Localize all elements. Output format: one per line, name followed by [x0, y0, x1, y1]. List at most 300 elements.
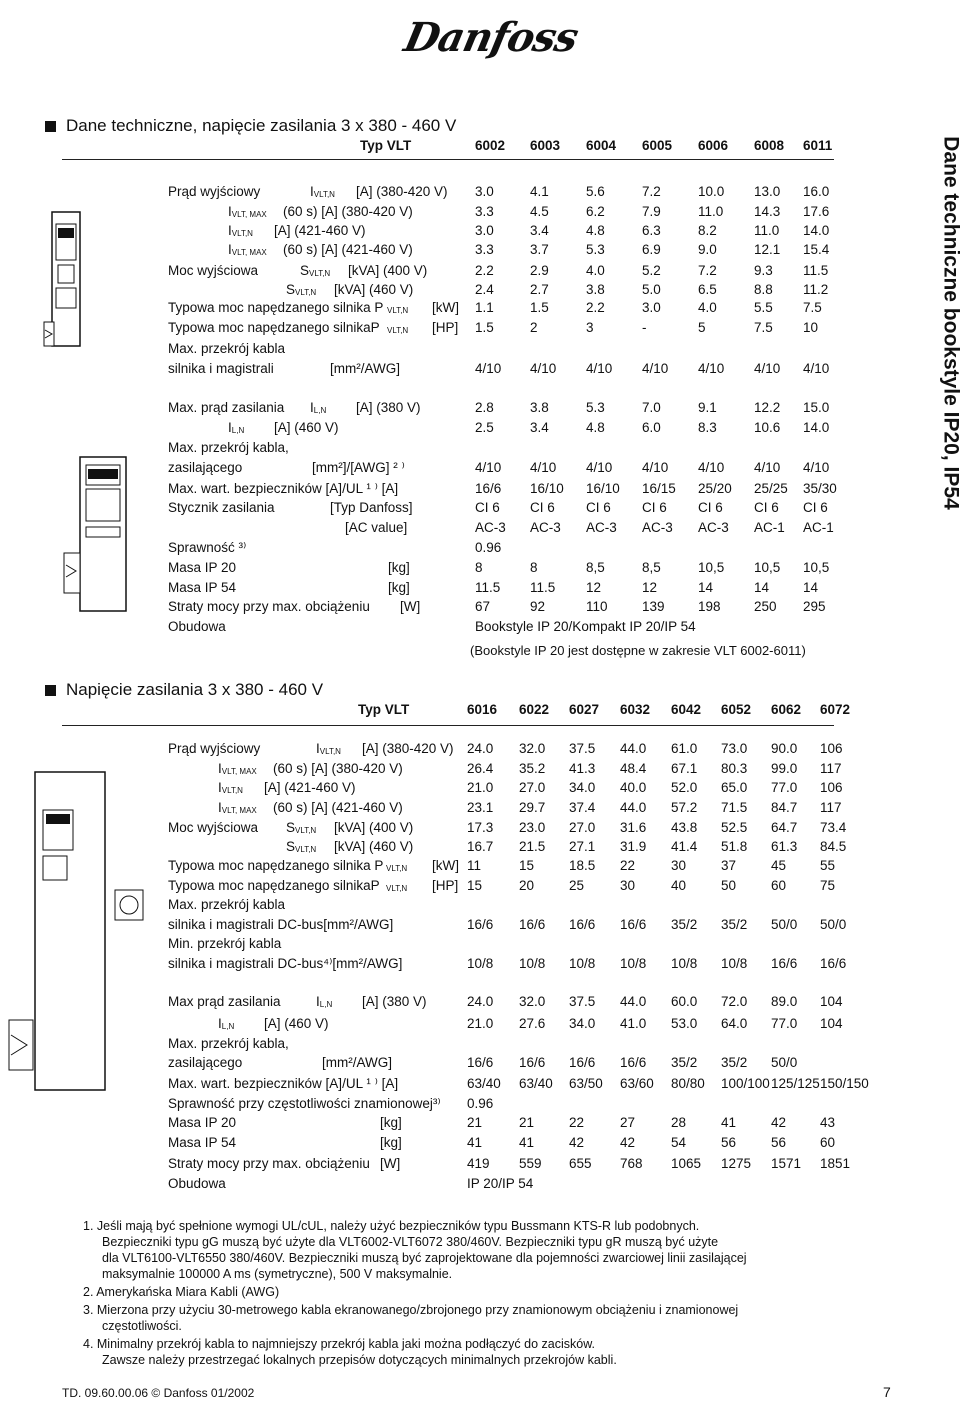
table-row [0, 360, 900, 378]
table-cell: 16/10 [530, 481, 564, 496]
table-cell: 21.0 [467, 780, 494, 795]
table-cell: 16/6 [569, 1055, 596, 1070]
table-cell: 16/10 [586, 481, 620, 496]
table-cell: 61.3 [771, 839, 798, 854]
symbol: $I_{VLT, MAX}$ [218, 800, 257, 815]
table-row [0, 222, 900, 240]
model-number: 6006 [698, 138, 729, 153]
row-unit: [mm²/AWG] [330, 361, 400, 376]
row-unit: [kg] [388, 560, 410, 575]
page-number: 7 [883, 1384, 891, 1400]
table-cell: CI 6 [586, 500, 611, 515]
table-cell: 37.4 [569, 800, 596, 815]
symbol-subscript: VLT,N [221, 786, 243, 795]
row-unit: [A] (380-420 V) [362, 741, 454, 756]
table-cell: 50 [721, 878, 737, 893]
table-cell: 55 [820, 858, 836, 873]
model-number: 6072 [820, 702, 851, 717]
table-cell: 1275 [721, 1156, 752, 1171]
table-cell: 8,5 [642, 560, 661, 575]
table-cell: 4/10 [803, 460, 830, 475]
table-cell: 24.0 [467, 741, 494, 756]
row-unit: (60 s) [A] (380-420 V) [273, 761, 403, 776]
table-cell: 655 [569, 1156, 592, 1171]
table-cell: 57.2 [671, 800, 698, 815]
table-cell: 14.3 [754, 204, 781, 219]
table-cell: 4/10 [642, 361, 669, 376]
table-cell: 42 [771, 1115, 787, 1130]
row-unit: [kg] [380, 1135, 402, 1150]
table-cell: 2.2 [586, 300, 605, 315]
table-cell: 35/2 [721, 1055, 748, 1070]
row-label: silnika i magistrali [168, 361, 274, 376]
row-label: Min. przekrój kabla [168, 936, 282, 951]
row-unit: [A] (421-460 V) [274, 223, 366, 238]
table-cell: 28 [671, 1115, 687, 1130]
table-cell: 16/6 [820, 956, 847, 971]
table-cell: 60 [820, 1135, 836, 1150]
row-label: silnika i magistrali DC-bus⁴⁾[mm²/AWG] [168, 956, 403, 971]
table-cell: 60 [771, 878, 787, 893]
table-cell: 11.2 [803, 282, 829, 297]
table-cell: 150/150 [820, 1076, 869, 1091]
table-cell: 4/10 [530, 460, 557, 475]
row-unit: [kVA] (460 V) [334, 282, 414, 297]
table-cell: 117 [820, 761, 842, 776]
table-cell: 54 [671, 1135, 687, 1150]
model-number: 6027 [569, 702, 600, 717]
table-cell: 21 [519, 1115, 535, 1130]
table-cell: 14.0 [803, 420, 830, 435]
table-cell: AC-3 [642, 520, 673, 535]
table-cell: 43 [820, 1115, 836, 1130]
table-cell: 41 [467, 1135, 483, 1150]
row-unit: [W] [380, 1156, 401, 1171]
table-cell: 2.9 [530, 263, 549, 278]
table-cell: 1.5 [530, 300, 549, 315]
table-cell: 41.0 [620, 1016, 647, 1031]
row-label: Moc wyjściowa [168, 263, 259, 278]
table-cell: 27.0 [569, 820, 596, 835]
table-cell: 14 [803, 580, 819, 595]
table-cell: 11 [467, 858, 482, 873]
table-cell: 14 [698, 580, 714, 595]
table-cell: 6.5 [698, 282, 717, 297]
section2-title: Napięcie zasilania 3 x 380 - 460 V [45, 680, 323, 700]
table-cell: 5 [698, 320, 706, 335]
table-cell: 63/40 [467, 1076, 501, 1091]
table-cell: 89.0 [771, 994, 798, 1009]
table-cell: 56 [721, 1135, 737, 1150]
footnote-line: dla VLT6100-VLT6550 380/460V. Bezpieczniki muszą być zaprojektowane dla pojemności zwarciowej linii zasilającej [102, 1251, 747, 1265]
table-cell: 63/60 [620, 1076, 654, 1091]
table-cell: 77.0 [771, 1016, 798, 1031]
table-cell: 10.0 [698, 184, 725, 199]
section2-typ-label: Typ VLT [358, 702, 410, 717]
table-cell: Bookstyle IP 20/Kompakt IP 20/IP 54 [475, 619, 696, 634]
table-cell: 48.4 [620, 761, 647, 776]
table-cell: AC-1 [803, 520, 834, 535]
table-cell: 16/15 [642, 481, 676, 496]
footnote-line: częstotliwości. [102, 1319, 182, 1333]
footnote-line: 2. Amerykańska Miara Kabli (AWG) [83, 1285, 280, 1299]
table-cell: AC-3 [586, 520, 617, 535]
row-label: zasilającego [168, 1055, 243, 1070]
table-cell: 16/6 [519, 917, 546, 932]
table-cell: 11.0 [698, 204, 724, 219]
section1-typ-label: Typ VLT [360, 138, 412, 153]
row-label: Masa IP 54 [168, 580, 237, 595]
table-cell: 0.96 [467, 1096, 494, 1111]
table-cell: 17.6 [803, 204, 830, 219]
table-cell: 3.3 [475, 242, 494, 257]
danfoss-logo: Danfoss [400, 14, 582, 61]
table-cell: 20 [519, 878, 535, 893]
table-cell: 34.0 [569, 780, 596, 795]
table-cell: 7.0 [642, 400, 661, 415]
table-cell: 63/50 [569, 1076, 603, 1091]
table-cell: 16/6 [467, 917, 494, 932]
row-unit: [kVA] (460 V) [334, 839, 414, 854]
symbol: $I_{L,N}$ [310, 400, 327, 415]
table-cell: CI 6 [803, 500, 828, 515]
footnote-line: 3. Mierzona przy użyciu 30-metrowego kabla ekranowanego/zbrojonego przy znamionowym obciążeniu i znamionowej [83, 1303, 739, 1317]
row-label: Obudowa [168, 619, 226, 634]
table-cell: CI 6 [475, 500, 500, 515]
symbol-subscript: L,N [221, 1022, 235, 1031]
row-label: Prąd wyjściowy [168, 184, 261, 199]
symbol-subscript: VLT,N [309, 269, 331, 278]
table-cell: 4.5 [530, 204, 549, 219]
table-cell: 50/0 [771, 917, 798, 932]
table-row [0, 1175, 900, 1193]
table-cell: 16/6 [620, 917, 647, 932]
symbol-subscript: VLT,N [295, 288, 317, 297]
table-cell: 4.0 [698, 300, 717, 315]
table-cell: 2 [530, 320, 538, 335]
vlt-compact-device-image [60, 455, 128, 615]
row-unit: [AC value] [345, 520, 408, 535]
table-cell: 3.4 [530, 420, 549, 435]
table-row [0, 618, 900, 636]
row-label: Max. przekrój kabla, [168, 440, 289, 455]
symbol-subscript: VLT,N [295, 845, 317, 854]
table-cell: 31.9 [620, 839, 647, 854]
table-cell: 3.0 [475, 223, 494, 238]
table-cell: AC-3 [475, 520, 506, 535]
symbol: $S_{VLT,N}$ [286, 820, 317, 835]
table-cell: 4/10 [642, 460, 669, 475]
table-cell: 53.0 [671, 1016, 698, 1031]
table-cell: 3.3 [475, 204, 494, 219]
table-cell: 35/30 [803, 481, 837, 496]
table-cell: 4.8 [586, 223, 605, 238]
symbol: $I_{L,N}$ [218, 1016, 235, 1031]
table-cell: 61.0 [671, 741, 698, 756]
table-cell: 8 [475, 560, 483, 575]
table-cell: 12.2 [754, 400, 781, 415]
table-cell: 25/25 [754, 481, 788, 496]
table-cell: 419 [467, 1156, 490, 1171]
row-label: Masa IP 20 [168, 1115, 237, 1130]
table-cell: 31.6 [620, 820, 647, 835]
table-cell: 4/10 [475, 361, 502, 376]
table-cell: 40.0 [620, 780, 647, 795]
table-cell: 34.0 [569, 1016, 596, 1031]
table-cell: 9.0 [698, 242, 717, 257]
table-cell: 30 [620, 878, 636, 893]
table-cell: 43.8 [671, 820, 698, 835]
row-unit: [A] (421-460 V) [264, 780, 356, 795]
symbol-subscript: L,N [231, 426, 245, 435]
table-cell: 106 [820, 780, 843, 795]
table-cell: 64.0 [721, 1016, 748, 1031]
table-row [0, 241, 900, 259]
symbol-subscript: VLT,N [387, 306, 409, 315]
row-label: Max. wart. bezpieczników [A]/UL ¹ ⁾ [A] [168, 1076, 399, 1091]
table-cell: 21 [467, 1115, 483, 1130]
model-number: 6022 [519, 702, 550, 717]
table-cell: 6.9 [642, 242, 661, 257]
vlt-ip54-device-image [5, 770, 155, 1095]
table-cell: 23.0 [519, 820, 546, 835]
row-label: Max. przekrój kabla [168, 897, 286, 912]
model-number: 6032 [620, 702, 651, 717]
table-cell: 23.1 [467, 800, 494, 815]
symbol: $I_{VLT, MAX}$ [218, 761, 257, 776]
row-label: zasilającego [168, 460, 243, 475]
table-cell: 72.0 [721, 994, 748, 1009]
section1-title: Dane techniczne, napięcie zasilania 3 x 380 - 460 V [45, 116, 456, 136]
footnote-line: Bezpieczniki typu gG muszą być użyte dla VLT6002-VLT6072 380/460V. Bezpieczniki typu gR muszą być użyte [102, 1235, 719, 1249]
row-label: Prąd wyjściowy [168, 741, 261, 756]
table-cell: 10/8 [519, 956, 546, 971]
row-unit: [A] (460 V) [264, 1016, 329, 1031]
table-row [0, 480, 900, 498]
table-cell: 16/6 [519, 1055, 546, 1070]
table-cell: 3.0 [475, 184, 494, 199]
model-number: 6002 [475, 138, 506, 153]
row-label: Stycznik zasilania [168, 500, 275, 515]
table-cell: 45 [771, 858, 787, 873]
symbol-subscript: VLT, MAX [221, 767, 257, 776]
symbol: $I_{VLT,N}$ [218, 780, 243, 795]
table-cell: 104 [820, 994, 843, 1009]
model-number: 6016 [467, 702, 498, 717]
row-unit: [kVA] (400 V) [334, 820, 414, 835]
table-cell: 21.0 [467, 1016, 494, 1031]
table-cell: 11.5 [803, 263, 829, 278]
table-cell: 4/10 [586, 361, 613, 376]
table-cell: 12 [642, 580, 658, 595]
row-unit: (60 s) [A] (380-420 V) [283, 204, 413, 219]
table-row [0, 1114, 900, 1132]
table-cell: 24.0 [467, 994, 494, 1009]
table-cell: 90.0 [771, 741, 798, 756]
table-row [0, 203, 900, 221]
table-cell: 16/6 [771, 956, 798, 971]
table-cell: 16.7 [467, 839, 494, 854]
divider [62, 159, 834, 160]
symbol: $S_{VLT,N}$ [286, 839, 317, 854]
symbol-subscript: VLT, MAX [231, 248, 267, 257]
table-cell: 99.0 [771, 761, 798, 776]
table-cell: 35/2 [721, 917, 748, 932]
table-cell: 67.1 [671, 761, 698, 776]
table-cell: 16/6 [569, 917, 596, 932]
table-cell: 4/10 [586, 460, 613, 475]
table-cell: 16/6 [467, 1055, 494, 1070]
table-cell: 10/8 [671, 956, 698, 971]
footnote-line: Zawsze należy przestrzegać lokalnych przepisów dotyczących minimalnych przekrojów kabli. [102, 1353, 617, 1367]
table-cell: 13.0 [754, 184, 781, 199]
symbol-subscript: VLT,N [386, 884, 408, 893]
table-cell: 2.8 [475, 400, 494, 415]
symbol [387, 299, 408, 320]
table-cell: 9.3 [754, 263, 773, 278]
table-cell: 5.0 [642, 282, 661, 297]
row-unit: [A] (460 V) [274, 420, 339, 435]
symbol: $I_{L,N}$ [316, 994, 333, 1009]
row-unit: [kg] [380, 1115, 402, 1130]
table-cell: 52.0 [671, 780, 698, 795]
table-row [0, 579, 900, 597]
table-cell: 27.6 [519, 1016, 546, 1031]
table-cell: 27 [620, 1115, 636, 1130]
footnote-line: 4. Minimalny przekrój kabla to najmniejszy przekrój kabla jaki można podłączyć do zacisków. [83, 1337, 596, 1351]
table-cell: 35/2 [671, 1055, 698, 1070]
model-number: 6011 [803, 138, 833, 153]
table-cell: 198 [698, 599, 721, 614]
doc-id: TD. 09.60.00.06 © Danfoss 01/2002 [62, 1386, 255, 1400]
symbol-subscript: VLT,N [386, 864, 408, 873]
row-unit: [A] (380 V) [362, 994, 427, 1009]
table-cell: 2.5 [475, 420, 494, 435]
table-cell: 35/2 [671, 917, 698, 932]
table-cell: 10,5 [698, 560, 725, 575]
table-cell: 37.5 [569, 994, 596, 1009]
table-cell: 5.5 [754, 300, 773, 315]
table-cell: 67 [475, 599, 491, 614]
table-cell: 104 [820, 1016, 843, 1031]
table-cell: 27.1 [569, 839, 596, 854]
table-cell: 8,5 [586, 560, 605, 575]
table-cell: 37.5 [569, 741, 596, 756]
table-cell: 63/40 [519, 1076, 553, 1091]
table-cell: 768 [620, 1156, 643, 1171]
table-row [0, 419, 900, 437]
row-label: Typowa moc napędzanego silnikaP [168, 320, 380, 335]
table-cell: 84.7 [771, 800, 798, 815]
table-cell: 1571 [771, 1156, 802, 1171]
table-row [0, 1155, 900, 1173]
table-row [0, 598, 900, 616]
table-cell: 1851 [820, 1156, 851, 1171]
table-cell: 44.0 [620, 741, 647, 756]
table-cell: 51.8 [721, 839, 748, 854]
table-cell: 7.5 [803, 300, 822, 315]
model-number: 6004 [586, 138, 617, 153]
table-cell: 1.5 [475, 320, 494, 335]
row-label: Max. wart. bezpieczników [A]/UL ¹ ⁾ [A] [168, 481, 399, 496]
table-cell: 6.3 [642, 223, 661, 238]
table-cell: IP 20/IP 54 [467, 1176, 534, 1191]
table-cell: 2.7 [530, 282, 549, 297]
row-unit: [A] (380-420 V) [356, 184, 448, 199]
row-label: silnika i magistrali DC-bus[mm²/AWG] [168, 917, 394, 932]
symbol-subscript: VLT, MAX [231, 210, 267, 219]
row-label: Moc wyjściowa [168, 820, 259, 835]
table-cell: 10/8 [721, 956, 748, 971]
table-row [0, 740, 900, 758]
table-cell: 41 [721, 1115, 737, 1130]
table-cell: 84.5 [820, 839, 847, 854]
table-cell: 92 [530, 599, 546, 614]
table-cell: 25/20 [698, 481, 732, 496]
table-cell: 37 [721, 858, 737, 873]
table-cell: 44.0 [620, 800, 647, 815]
table-row [0, 1095, 900, 1113]
row-label: Typowa moc napędzanego silnika P [168, 300, 384, 315]
table-cell: 27.0 [519, 780, 546, 795]
table-cell: 21.5 [519, 839, 546, 854]
table-cell: 16/6 [475, 481, 502, 496]
table-cell: 32.0 [519, 741, 546, 756]
footnote-line: maksymalnie 100000 A ms (symetryczne), 500 V maksymalnie. [102, 1267, 453, 1281]
table-cell: 80/80 [671, 1076, 705, 1091]
table-cell: 10.6 [754, 420, 781, 435]
row-label: Max. przekrój kabla [168, 341, 286, 356]
table-cell: 8.8 [754, 282, 773, 297]
table-cell: 125/125 [771, 1076, 820, 1091]
table-cell: 10/8 [569, 956, 596, 971]
table-cell: 3 [586, 320, 594, 335]
table-cell: 3.0 [642, 300, 661, 315]
table-cell: 3.7 [530, 242, 549, 257]
table-cell: CI 6 [530, 500, 555, 515]
table-cell: 22 [620, 858, 636, 873]
table-row [0, 183, 900, 201]
table-cell: 11.5 [475, 580, 501, 595]
table-cell: 12.1 [754, 242, 781, 257]
table-cell: 50/0 [771, 1055, 798, 1070]
table-cell: 5.3 [586, 400, 605, 415]
table-cell: 73.0 [721, 741, 748, 756]
table-cell: 41.3 [569, 761, 596, 776]
table-row [0, 340, 900, 358]
symbol [386, 857, 407, 878]
table-cell: 2.4 [475, 282, 494, 297]
symbol: $S_{VLT,N}$ [300, 263, 331, 278]
symbol-subscript: L,N [319, 1000, 333, 1009]
table-row [0, 539, 900, 557]
model-number: 6052 [721, 702, 752, 717]
table-cell: AC-1 [754, 520, 785, 535]
table-cell: 7.5 [754, 320, 773, 335]
table-row [0, 399, 900, 417]
row-unit: [A] (380 V) [356, 400, 421, 415]
table-row [0, 281, 900, 299]
row-label: Masa IP 20 [168, 560, 237, 575]
table-cell: 4/10 [754, 361, 781, 376]
row-unit: [kVA] (400 V) [348, 263, 428, 278]
table-cell: 5.2 [642, 263, 661, 278]
table-cell: 80.3 [721, 761, 748, 776]
table-cell: 295 [803, 599, 826, 614]
footnote-line: 1. Jeśli mają być spełnione wymogi UL/cUL, należy użyć bezpieczników typu Bussmann KTS-R lub podobnych. [83, 1219, 700, 1233]
symbol-subscript: VLT,N [295, 826, 317, 835]
table-cell: 29.7 [519, 800, 546, 815]
